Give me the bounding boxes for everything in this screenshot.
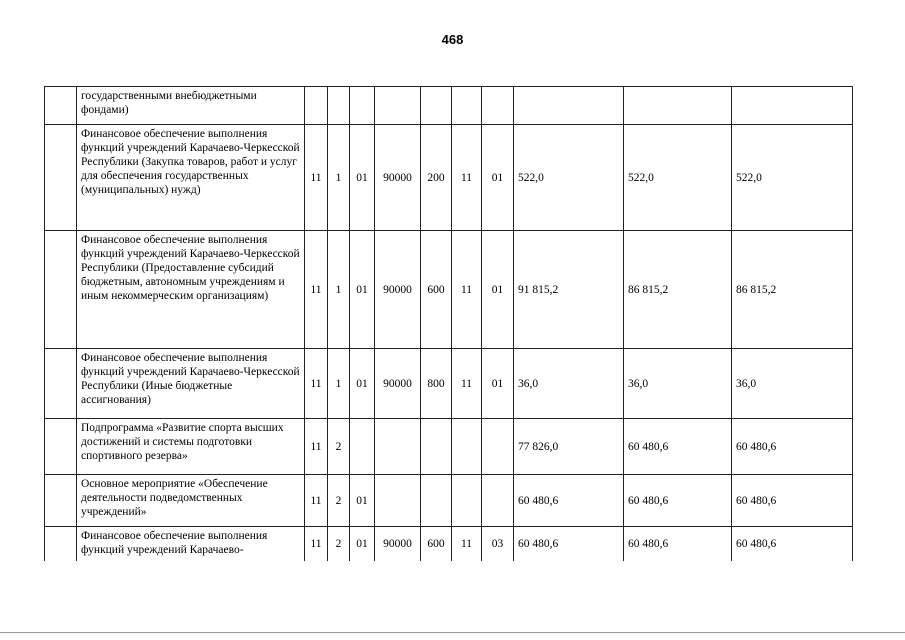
- code-cell-c6: [452, 475, 482, 527]
- code-cell-c2: 1: [328, 349, 350, 419]
- code-cell-c4: 90000: [375, 527, 421, 561]
- amount-cell-a1: [514, 87, 624, 125]
- row-name-cell: Финансовое обеспечение выполнения функций учреждений Карачаево-: [77, 527, 305, 561]
- amount-cell-a1: 77 826,0: [514, 419, 624, 475]
- code-cell-c5: 800: [421, 349, 452, 419]
- table-row: [45, 419, 853, 475]
- amount-cell-a2: 60 480,6: [624, 475, 732, 527]
- code-cell-c3: [350, 419, 375, 475]
- code-cell-c6: 11: [452, 349, 482, 419]
- row-index-cell: [45, 87, 77, 125]
- code-cell-c1: 11: [305, 419, 328, 475]
- row-name-cell: Подпрограмма «Развитие спорта высших достижений и системы подготовки спортивного резерва»: [77, 419, 305, 475]
- code-cell-c5: 600: [421, 231, 452, 349]
- table-row: [45, 527, 853, 561]
- code-cell-c1: 11: [305, 527, 328, 561]
- amount-cell-a3: 60 480,6: [732, 527, 853, 561]
- amount-cell-a2: 60 480,6: [624, 419, 732, 475]
- code-cell-c2: 2: [328, 419, 350, 475]
- row-index-cell: [45, 527, 77, 561]
- code-cell-c7: 01: [482, 125, 514, 231]
- code-cell-c5: [421, 87, 452, 125]
- amount-cell-a2: [624, 87, 732, 125]
- amount-cell-a2: 60 480,6: [624, 527, 732, 561]
- code-cell-c6: [452, 87, 482, 125]
- code-cell-c2: [328, 87, 350, 125]
- amount-cell-a1: 91 815,2: [514, 231, 624, 349]
- code-cell-c3: 01: [350, 349, 375, 419]
- code-cell-c3: 01: [350, 125, 375, 231]
- code-cell-c3: [350, 87, 375, 125]
- amount-cell-a3: 60 480,6: [732, 475, 853, 527]
- code-cell-c4: [375, 87, 421, 125]
- table-row: [45, 475, 853, 527]
- amount-cell-a1: 522,0: [514, 125, 624, 231]
- code-cell-c5: 600: [421, 527, 452, 561]
- budget-table: [44, 86, 853, 561]
- amount-cell-a2: 36,0: [624, 349, 732, 419]
- code-cell-c6: [452, 419, 482, 475]
- code-cell-c3: 01: [350, 231, 375, 349]
- code-cell-c3: 01: [350, 527, 375, 561]
- table-row: [45, 231, 853, 349]
- amount-cell-a3: 36,0: [732, 349, 853, 419]
- code-cell-c3: 01: [350, 475, 375, 527]
- code-cell-c1: 11: [305, 349, 328, 419]
- row-name-cell: Финансовое обеспечение выполнения функций учреждений Карачаево-Черкесской Республики (Закупка товаров, работ и услуг для обеспечения государственных (муниципальных) нужд): [77, 125, 305, 231]
- amount-cell-a3: 522,0: [732, 125, 853, 231]
- code-cell-c6: 11: [452, 125, 482, 231]
- code-cell-c7: [482, 419, 514, 475]
- code-cell-c4: [375, 475, 421, 527]
- code-cell-c7: [482, 87, 514, 125]
- code-cell-c6: 11: [452, 527, 482, 561]
- amount-cell-a3: 86 815,2: [732, 231, 853, 349]
- amount-cell-a2: 86 815,2: [624, 231, 732, 349]
- table-row: [45, 349, 853, 419]
- code-cell-c5: [421, 475, 452, 527]
- page-bottom-edge: [0, 632, 905, 633]
- row-name-cell: государственными внебюджетными фондами): [77, 87, 305, 125]
- code-cell-c4: [375, 419, 421, 475]
- amount-cell-a3: [732, 87, 853, 125]
- row-index-cell: [45, 349, 77, 419]
- code-cell-c2: 1: [328, 125, 350, 231]
- code-cell-c4: 90000: [375, 125, 421, 231]
- code-cell-c2: 2: [328, 475, 350, 527]
- amount-cell-a1: 60 480,6: [514, 527, 624, 561]
- code-cell-c1: 11: [305, 125, 328, 231]
- amount-cell-a3: 60 480,6: [732, 419, 853, 475]
- code-cell-c2: 1: [328, 231, 350, 349]
- row-name-cell: Финансовое обеспечение выполнения функций учреждений Карачаево-Черкесской Республики (Иные бюджетные ассигнования): [77, 349, 305, 419]
- code-cell-c1: [305, 87, 328, 125]
- code-cell-c1: 11: [305, 231, 328, 349]
- row-index-cell: [45, 475, 77, 527]
- code-cell-c6: 11: [452, 231, 482, 349]
- code-cell-c7: 01: [482, 349, 514, 419]
- row-index-cell: [45, 419, 77, 475]
- table-row: [45, 87, 853, 125]
- code-cell-c2: 2: [328, 527, 350, 561]
- code-cell-c7: 01: [482, 231, 514, 349]
- code-cell-c7: 03: [482, 527, 514, 561]
- row-name-cell: Финансовое обеспечение выполнения функций учреждений Карачаево-Черкесской Республики (Предоставление субсидий бюджетным, автономным учреждениям и иным некоммерческим организациям): [77, 231, 305, 349]
- code-cell-c4: 90000: [375, 231, 421, 349]
- row-index-cell: [45, 125, 77, 231]
- code-cell-c7: [482, 475, 514, 527]
- row-index-cell: [45, 231, 77, 349]
- code-cell-c5: [421, 419, 452, 475]
- amount-cell-a1: 36,0: [514, 349, 624, 419]
- page-number: 468: [441, 32, 464, 47]
- code-cell-c4: 90000: [375, 349, 421, 419]
- amount-cell-a2: 522,0: [624, 125, 732, 231]
- code-cell-c5: 200: [421, 125, 452, 231]
- amount-cell-a1: 60 480,6: [514, 475, 624, 527]
- table-row: [45, 125, 853, 231]
- row-name-cell: Основное мероприятие «Обеспечение деятельности подведомственных учреждений»: [77, 475, 305, 527]
- code-cell-c1: 11: [305, 475, 328, 527]
